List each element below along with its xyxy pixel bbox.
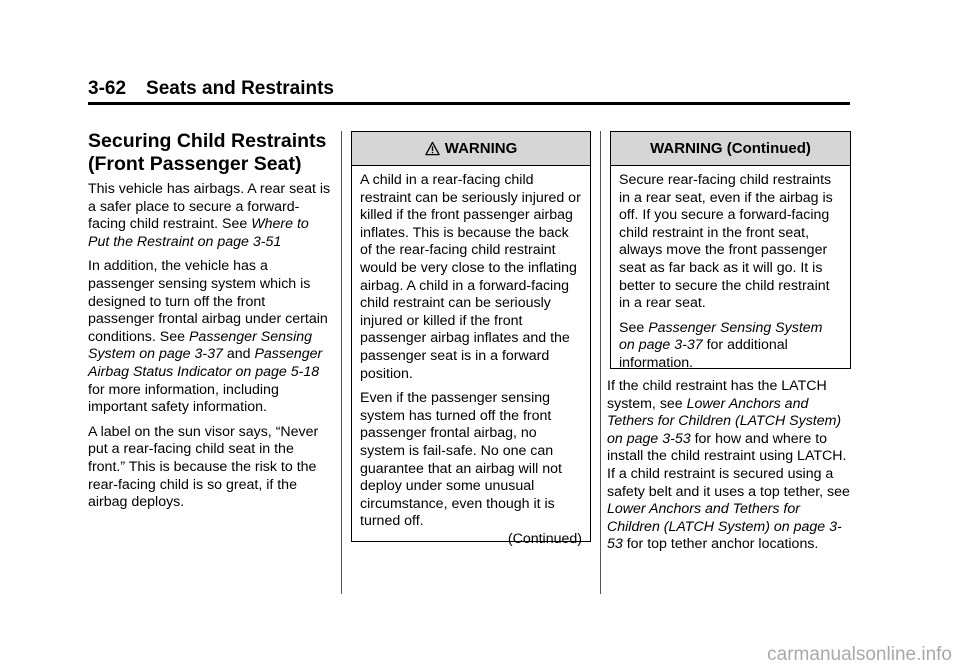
warning-header bbox=[352, 132, 590, 166]
warning-body bbox=[352, 166, 590, 554]
paragraph-text: and bbox=[222, 346, 255, 363]
cross-reference-link[interactable]: Where to Put the Restraint on page 3-51 bbox=[88, 216, 309, 250]
warning-continued-title: WARNING (Continued) bbox=[650, 140, 811, 157]
warning-triangle-icon bbox=[425, 141, 440, 156]
warning-paragraph-1: A child in a rear-facing child restraint can be seriously injured or killed if the front passenger airbag inflates. This is because the back of the rear-facing child restraint would be very close to the inflating airbag. A child in a forward-facing child restraint can be seriously injured or killed if the front passenger airbag inflates and the passenger seat is in a forward position. bbox=[360, 172, 581, 382]
paragraph-text: In addition, the vehicle has a passenger sensing system which is designed to turn off the front passenger frontal airbag under certain conditions. See bbox=[88, 258, 328, 345]
warning-continued-header bbox=[611, 132, 850, 166]
paragraph-text: See bbox=[619, 319, 649, 336]
paragraph-1 bbox=[88, 181, 334, 251]
cross-reference-link[interactable]: Passenger Sensing System on page 3-37 bbox=[88, 328, 313, 363]
page-header bbox=[88, 78, 334, 100]
column-1-body bbox=[88, 181, 334, 519]
section-title: Seats and Restraints bbox=[146, 78, 334, 99]
warning-paragraph-2: Even if the passenger sensing system has turned off the front passenger frontal airbag, no system is fail-safe. No one can guarantee that an airbag will not deploy under some unusual circumstance, even though it is turned off. bbox=[360, 390, 562, 530]
paragraph-text: This vehicle has airbags. A rear seat is a safer place to secure a forward-facing child restraint. See bbox=[88, 181, 331, 233]
continued-note: (Continued) bbox=[507, 530, 582, 547]
column-3-body bbox=[607, 378, 851, 561]
column-divider-2 bbox=[600, 131, 601, 594]
cross-reference-link[interactable]: Passenger Airbag Status Indicator on page 5-18 bbox=[88, 346, 323, 380]
paragraph-text: for top tether anchor locations. bbox=[622, 536, 819, 553]
cross-reference-link[interactable]: Passenger Sensing System on page 3-37 bbox=[619, 319, 823, 354]
paragraph-3: A label on the sun visor says, “Never put a rear-facing child seat in the front.” This is because the risk to the rear-facing child is so great, if the airbag deploys. bbox=[88, 423, 319, 511]
topic-title: Securing Child Restraints (Front Passenger Seat) bbox=[88, 130, 327, 175]
page-number: 3-62 bbox=[88, 78, 127, 99]
header-rule bbox=[88, 102, 850, 105]
paragraph-text: for more information, including important safety information. bbox=[88, 381, 279, 416]
paragraph-text: for additional information. bbox=[619, 337, 788, 371]
cross-reference-link[interactable]: Lower Anchors and Tethers for Children (LATCH System) on page 3-53 bbox=[607, 395, 842, 447]
watermark-footer: carmanualsonline.info bbox=[767, 644, 952, 665]
column-divider-1 bbox=[341, 131, 342, 594]
warning-continued-paragraph-1: Secure rear-facing child restraints in a rear seat, even if the airbag is off. If you secure a forward-facing child restraint in the front seat, always move the front passenger seat as far back as it will go. It is better to secure the child restraint in a rear seat. bbox=[619, 172, 833, 312]
paragraph-2 bbox=[88, 258, 334, 416]
paragraph-text: for how and where to install the child restraint using LATCH. If a child restraint is secured using a safety belt and it uses a top tether, see bbox=[607, 430, 850, 500]
paragraph-text: If the child restraint has the LATCH system, see bbox=[607, 378, 827, 412]
warning-box bbox=[351, 131, 591, 547]
warning-continued-box bbox=[610, 131, 851, 369]
warning-continued-body bbox=[611, 166, 850, 379]
latch-paragraph bbox=[607, 378, 851, 554]
warning-continued-paragraph-2 bbox=[619, 320, 842, 373]
warning-title: WARNING bbox=[444, 140, 518, 157]
cross-reference-link[interactable]: Lower Anchors and Tethers for Children (LATCH System) on page 3-53 bbox=[607, 501, 842, 553]
